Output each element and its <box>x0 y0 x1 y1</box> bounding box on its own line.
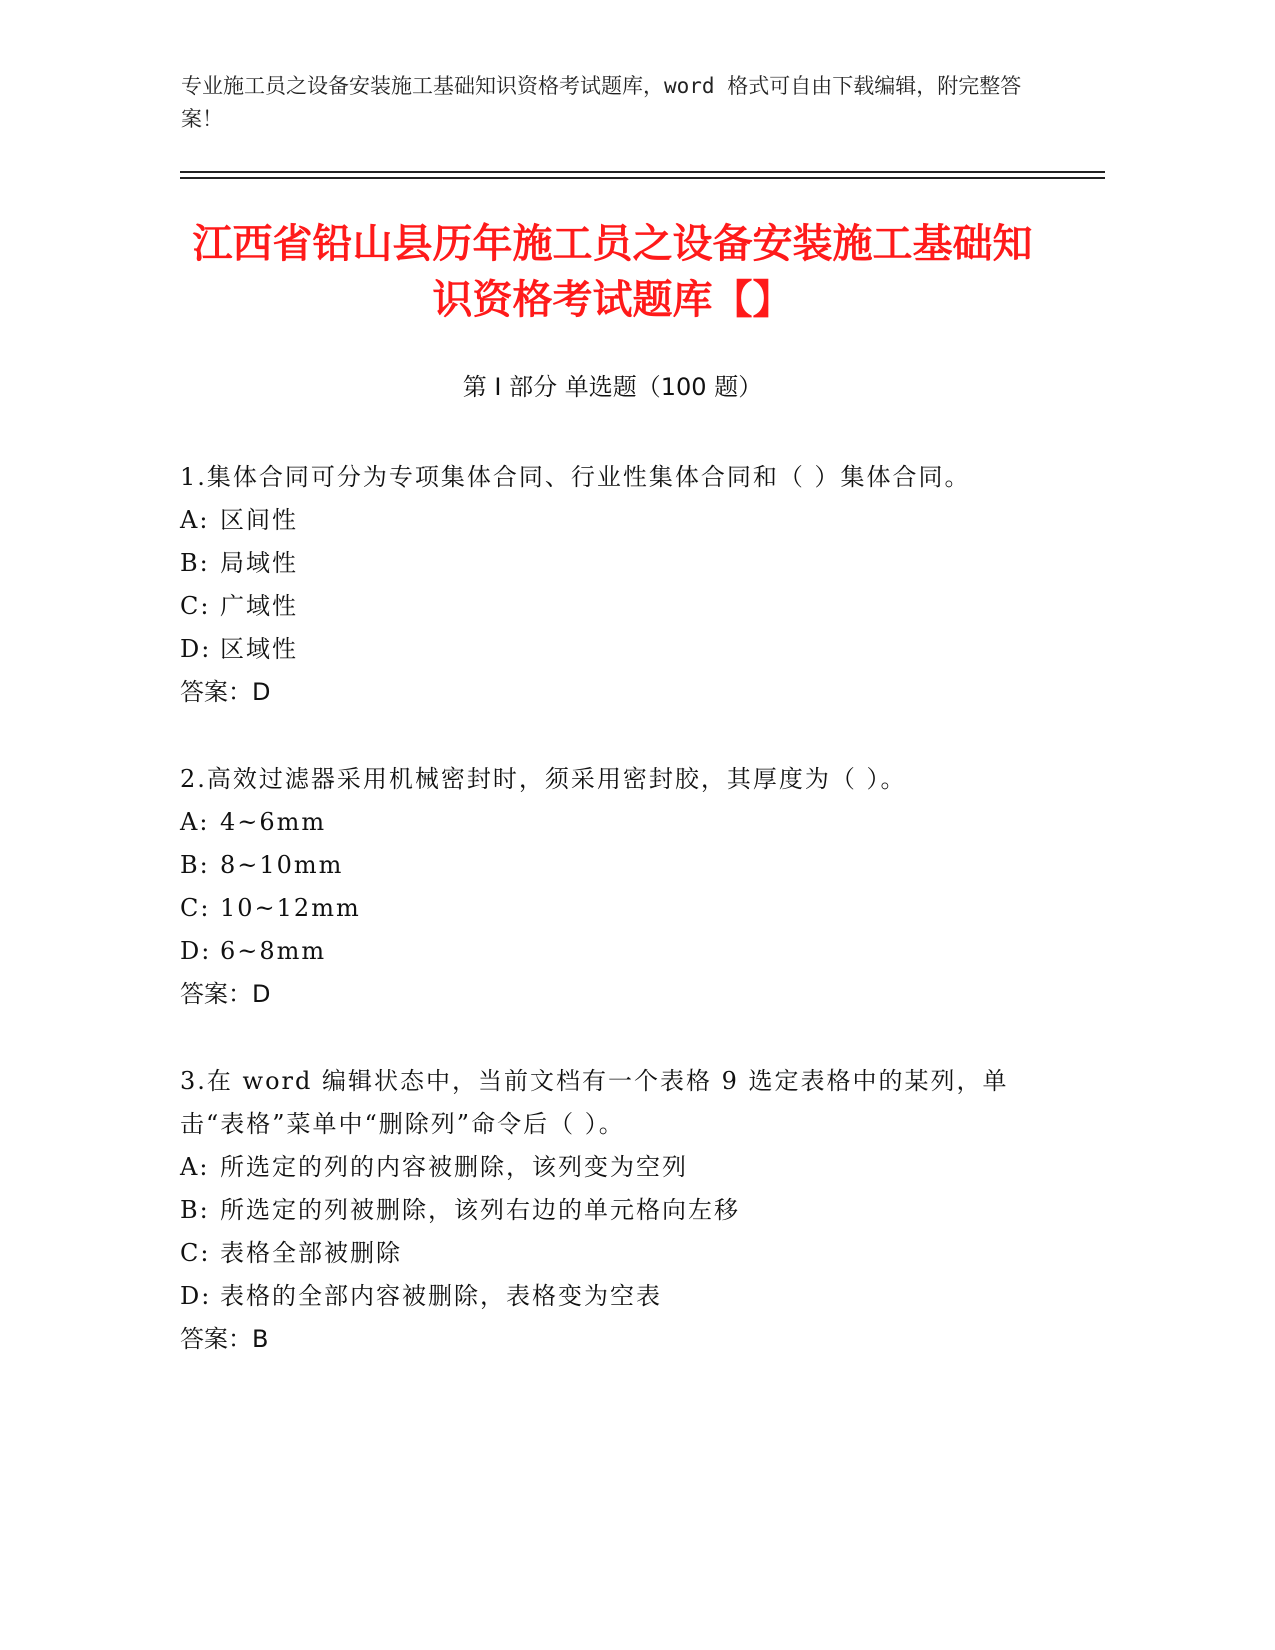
option-b <box>180 542 1040 585</box>
option-d <box>180 930 1040 973</box>
option-key: A: <box>180 808 210 836</box>
header-note: 专业施工员之设备安装施工基础知识资格考试题库，word 格式可自由下载编辑，附完整答案！ <box>181 74 1022 131</box>
answer-line <box>180 1318 1040 1361</box>
option-key: B: <box>180 1196 210 1224</box>
option-key: A: <box>180 1153 210 1181</box>
option-text: 8~10mm <box>220 851 344 879</box>
answer-label: 答案： <box>180 980 252 1008</box>
option-c <box>180 585 1040 628</box>
option-text: 区间性 <box>220 506 298 534</box>
option-key: B: <box>180 549 210 577</box>
section-title: 第 I 部分 单选题（100 题） <box>462 373 763 401</box>
question-list <box>180 456 1040 1405</box>
option-c <box>180 887 1040 930</box>
option-d <box>180 1275 1040 1318</box>
option-key: C: <box>180 1239 211 1267</box>
question-stem: 3.在 word 编辑状态中，当前文档有一个表格 9 选定表格中的某列，单击“表格”菜单中“删除列”命令后（ ）。 <box>180 1067 1009 1138</box>
answer-value: D <box>252 678 271 706</box>
option-text: 4~6mm <box>220 808 327 836</box>
option-b <box>180 844 1040 887</box>
option-text: 所选定的列被删除，该列右边的单元格向左移 <box>220 1196 740 1224</box>
answer-value: D <box>252 980 271 1008</box>
option-key: C: <box>180 592 211 620</box>
option-text: 局域性 <box>220 549 298 577</box>
answer-label: 答案： <box>180 678 252 706</box>
option-a <box>180 1146 1040 1189</box>
option-key: C: <box>180 894 211 922</box>
option-key: D: <box>180 1282 212 1310</box>
option-text: 10~12mm <box>220 894 361 922</box>
option-key: D: <box>180 937 212 965</box>
answer-line <box>180 671 1040 714</box>
question-2 <box>180 758 1040 1016</box>
option-b <box>180 1189 1040 1232</box>
option-text: 6~8mm <box>220 937 327 965</box>
question-stem: 2.高效过滤器采用机械密封时，须采用密封胶，其厚度为（ ）。 <box>180 765 907 793</box>
question-3 <box>180 1060 1040 1361</box>
header-rule-bottom <box>180 177 1105 179</box>
answer-value: B <box>252 1325 269 1353</box>
answer-line <box>180 973 1040 1016</box>
option-d <box>180 628 1040 671</box>
option-key: A: <box>180 506 210 534</box>
option-text: 所选定的列的内容被删除，该列变为空列 <box>220 1153 688 1181</box>
question-1 <box>180 456 1040 714</box>
option-text: 表格的全部内容被删除，表格变为空表 <box>220 1282 662 1310</box>
option-text: 广域性 <box>220 592 298 620</box>
option-text: 区域性 <box>220 635 298 663</box>
option-key: D: <box>180 635 212 663</box>
option-text: 表格全部被删除 <box>220 1239 402 1267</box>
option-a <box>180 801 1040 844</box>
option-a <box>180 499 1040 542</box>
answer-label: 答案： <box>180 1325 252 1353</box>
question-stem: 1.集体合同可分为专项集体合同、行业性集体合同和（ ）集体合同。 <box>180 463 971 491</box>
document-title: 江西省铅山县历年施工员之设备安装施工基础知识资格考试题库【】 <box>192 221 1033 323</box>
option-key: B: <box>180 851 210 879</box>
header-rule-top <box>180 171 1105 173</box>
option-c <box>180 1232 1040 1275</box>
